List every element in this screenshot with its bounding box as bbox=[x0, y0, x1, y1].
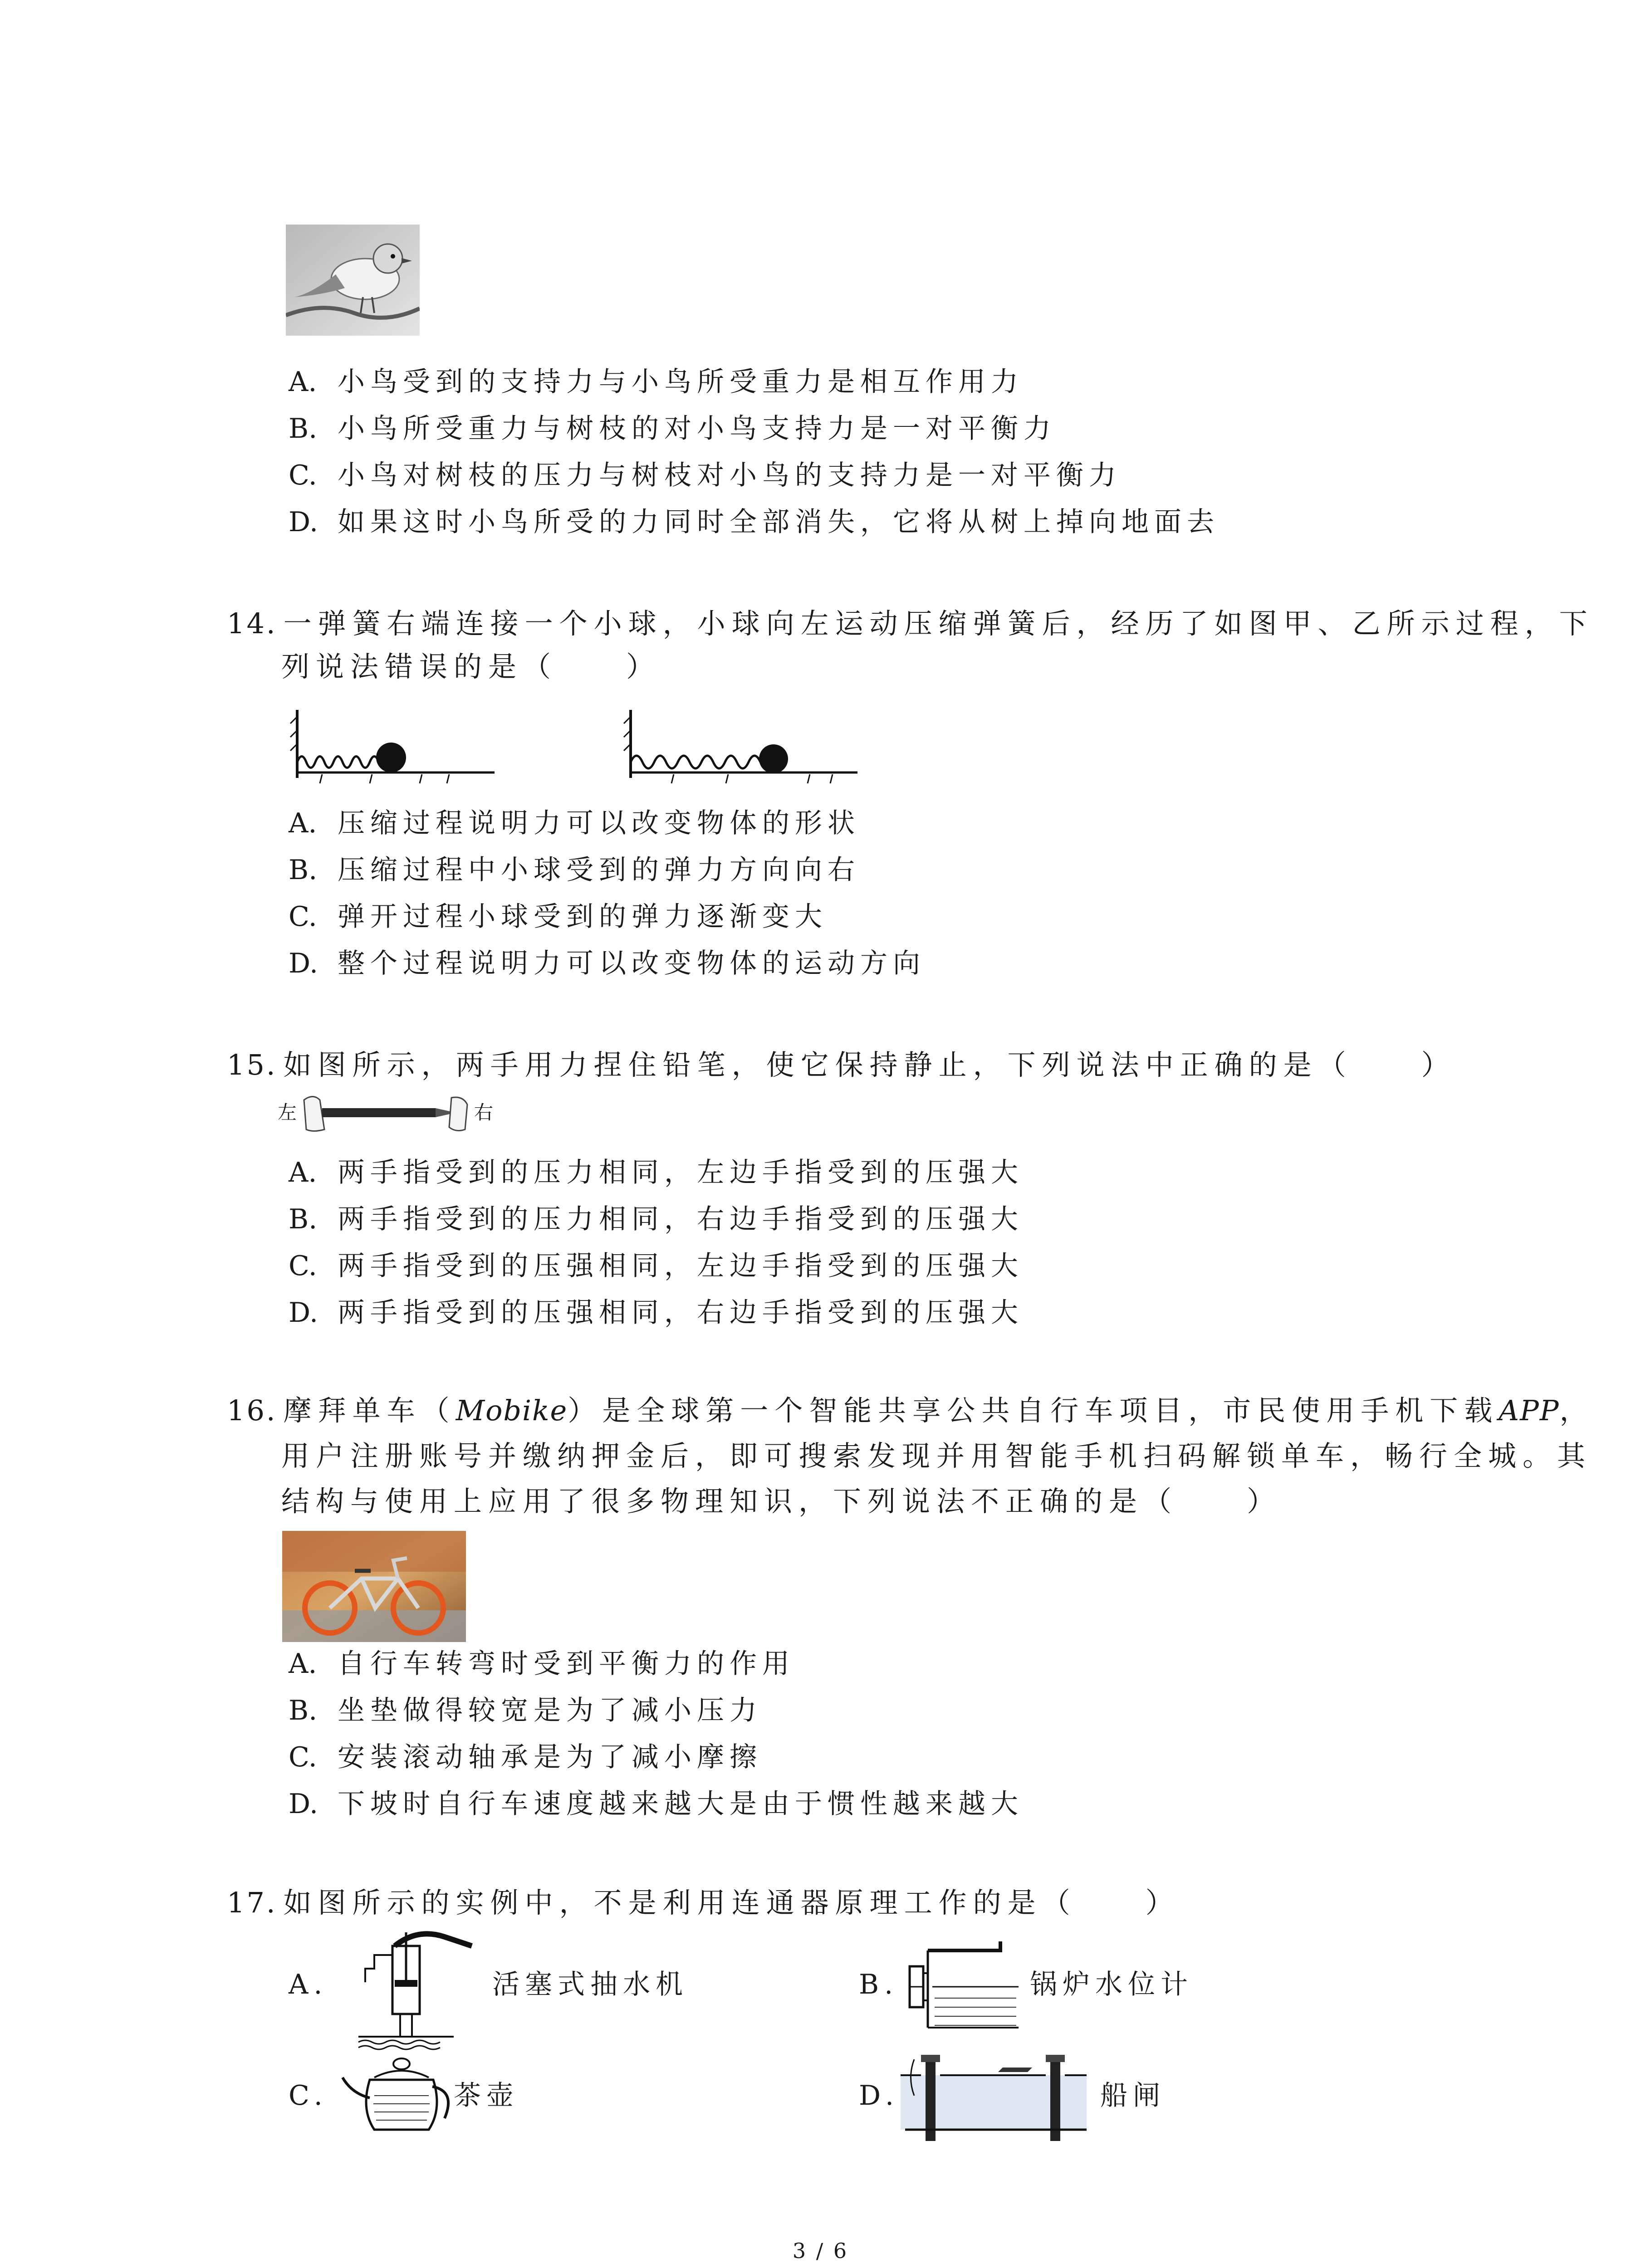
q16-stem-line3: 结构与使用上应用了很多物理知识，下列说法不正确的是（ ） bbox=[281, 1485, 1282, 1518]
bird-figure bbox=[286, 225, 420, 336]
pencil-right-label: 右 bbox=[474, 1101, 494, 1124]
boiler-gauge-figure bbox=[901, 1941, 1028, 2032]
q15-option-b: B. 两手指受到的压力相同，右边手指受到的压强大 bbox=[289, 1203, 1024, 1235]
q13-option-d: D. 如果这时小鸟所受的力同时全部消失，它将从树上掉向地面去 bbox=[289, 506, 1220, 538]
q17-option-d-label: D. bbox=[859, 2080, 900, 2112]
q14-stem-line2: 列说法错误的是（ ） bbox=[281, 650, 661, 683]
q14-option-d: D. 整个过程说明力可以改变物体的运动方向 bbox=[289, 948, 926, 979]
q16-option-c: C. 安装滚动轴承是为了减小摩擦 bbox=[289, 1741, 762, 1773]
q16-option-a: A. 自行车转弯时受到平衡力的作用 bbox=[289, 1648, 795, 1680]
q17-option-d-text: 船闸 bbox=[1100, 2080, 1166, 2112]
q17-option-a-label: A. bbox=[289, 1969, 328, 2000]
piston-pump-figure bbox=[349, 1928, 485, 2050]
spring-figure-released bbox=[619, 705, 864, 787]
q16-option-b: B. 坐垫做得较宽是为了减小压力 bbox=[289, 1695, 762, 1726]
bike-photo bbox=[282, 1531, 466, 1642]
pencil-figure bbox=[299, 1091, 472, 1134]
q13-option-b: B. 小鸟所受重力与树枝的对小鸟支持力是一对平衡力 bbox=[289, 413, 1056, 445]
q14-stem-line1: 14. 一弹簧右端连接一个小球，小球向左运动压缩弹簧后，经历了如图甲、乙所示过程，下 bbox=[227, 607, 1594, 640]
q17-option-b-text: 锅炉水位计 bbox=[1030, 1969, 1193, 2000]
q13-option-a: A. 小鸟受到的支持力与小鸟所受重力是相互作用力 bbox=[289, 366, 1024, 398]
q14-option-a: A. 压缩过程说明力可以改变物体的形状 bbox=[289, 807, 860, 839]
q17-option-c-text: 茶壶 bbox=[454, 2080, 519, 2112]
q16-option-d: D. 下坡时自行车速度越来越大是由于惯性越来越大 bbox=[289, 1788, 1024, 1820]
pencil-left-label: 左 bbox=[278, 1101, 297, 1124]
q16-stem-line1: 16. 摩拜单车（Mobike）是全球第一个智能共享公共自行车项目，市民使用手机下载APP， bbox=[227, 1394, 1594, 1427]
q13-option-c: C. 小鸟对树枝的压力与树枝对小鸟的支持力是一对平衡力 bbox=[289, 459, 1122, 491]
q15-option-d: D. 两手指受到的压强相同，右边手指受到的压强大 bbox=[289, 1297, 1024, 1329]
q17-option-c-label: C. bbox=[289, 2080, 328, 2112]
q17-stem-line1: 17. 如图所示的实例中，不是利用连通器原理工作的是（ ） bbox=[227, 1886, 1180, 1919]
q17-option-b-label: B. bbox=[859, 1969, 899, 2000]
q16-stem-line2: 用户注册账号并缴纳押金后，即可搜索发现并用智能手机扫码解锁单车，畅行全城。其 bbox=[281, 1439, 1592, 1472]
q17-option-a-text: 活塞式抽水机 bbox=[492, 1969, 688, 2000]
q15-option-a: A. 两手指受到的压力相同，左边手指受到的压强大 bbox=[289, 1157, 1024, 1188]
spring-figure-compressed bbox=[286, 705, 501, 787]
q14-option-c: C. 弹开过程小球受到的弹力逐渐变大 bbox=[289, 901, 828, 933]
teapot-figure bbox=[338, 2050, 460, 2139]
q15-stem-line1: 15. 如图所示，两手用力捏住铅笔，使它保持静止，下列说法中正确的是（ ） bbox=[227, 1048, 1456, 1081]
q15-option-c: C. 两手指受到的压强相同，左边手指受到的压强大 bbox=[289, 1250, 1024, 1282]
q14-option-b: B. 压缩过程中小球受到的弹力方向向右 bbox=[289, 854, 860, 886]
page-number: 3 / 6 bbox=[792, 2239, 849, 2263]
ship-lock-figure bbox=[901, 2050, 1096, 2143]
